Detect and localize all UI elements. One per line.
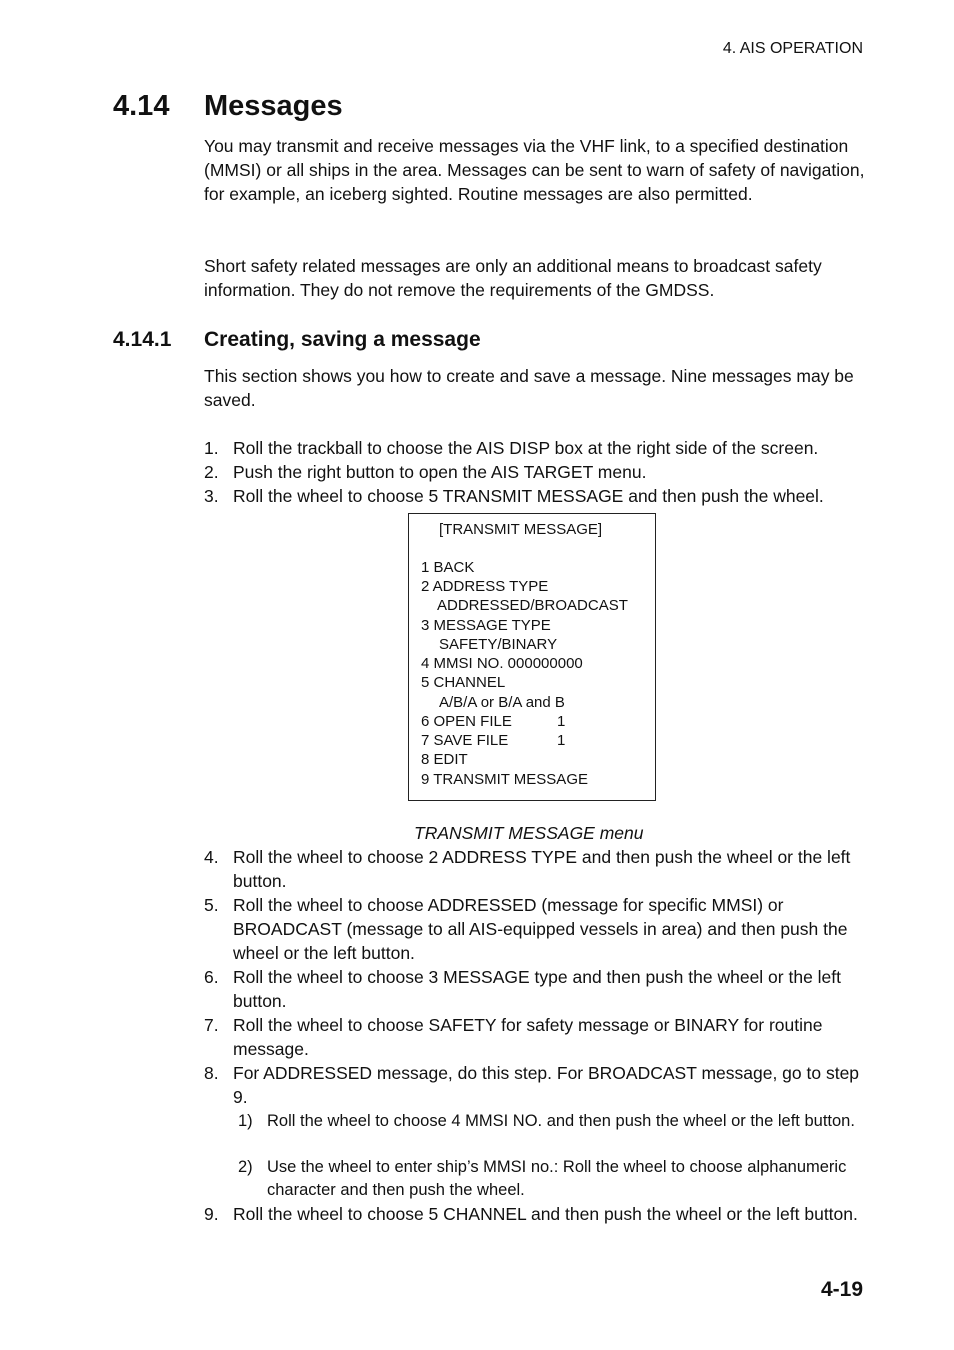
substep-number: 1) <box>238 1112 253 1130</box>
transmit-message-menu <box>408 513 656 801</box>
menu-item-open-file: 6 OPEN FILE <box>421 713 512 730</box>
step-8 <box>204 1061 869 1109</box>
subsection-number: 4.14.1 <box>113 328 172 351</box>
section-number: 4.14 <box>113 90 170 122</box>
step-number: 9. <box>204 1204 219 1224</box>
subsection-heading <box>113 328 481 352</box>
menu-item-channel: 5 CHANNEL <box>421 674 506 691</box>
menu-value-save-file: 1 <box>557 732 566 749</box>
step-number: 3. <box>204 486 219 506</box>
substep-1 <box>238 1110 858 1133</box>
step-text: Roll the wheel to choose 3 MESSAGE type and then push the wheel or the left button. <box>233 967 842 1011</box>
step-number: 4. <box>204 847 219 867</box>
menu-item-back: 1 BACK <box>421 559 475 576</box>
step-text: Roll the wheel to choose 2 ADDRESS TYPE and then push the wheel or the left button. <box>233 847 851 891</box>
step-text: Roll the trackball to choose the AIS DISP box at the right side of the screen. <box>233 438 819 458</box>
menu-title: [TRANSMIT MESSAGE] <box>439 521 603 538</box>
step-text: Roll the wheel to choose 5 TRANSMIT MESSAGE and then push the wheel. <box>233 486 824 506</box>
menu-item-mmsi-no: 4 MMSI NO. 000000000 <box>421 655 583 672</box>
substep-text: Use the wheel to enter ship’s MMSI no.: Roll the wheel to choose alphanumeric character and then push the wheel. <box>267 1158 847 1199</box>
step-text: Roll the wheel to choose SAFETY for safety message or BINARY for routine message. <box>233 1015 823 1059</box>
menu-option-message-type: SAFETY/BINARY <box>439 636 558 653</box>
step-number: 7. <box>204 1015 219 1035</box>
step-text: Push the right button to open the AIS TARGET menu. <box>233 462 647 482</box>
figure-caption: TRANSMIT MESSAGE menu <box>414 823 644 843</box>
menu-option-channel: A/B/A or B/A and B <box>439 694 565 711</box>
section-heading <box>113 90 343 123</box>
menu-item-save-file: 7 SAVE FILE <box>421 732 509 749</box>
intro-paragraph-1: You may transmit and receive messages via the VHF link, to a specified destination (MMSI) or all ships in the area. Messages can be sent to warn of safety of navigation, for example, an iceberg sighted. Routine messages are also permitted. <box>204 136 865 204</box>
step-text: Roll the wheel to choose ADDRESSED (message for specific MMSI) or BROADCAST (message to all AIS-equipped vessels in area) and then push the wheel or the left button. <box>233 895 848 963</box>
section-title: Messages <box>204 90 343 122</box>
subsection-intro: This section shows you how to create and save a message. Nine messages may be saved. <box>204 366 854 410</box>
step-text: Roll the wheel to choose 5 CHANNEL and then push the wheel or the left button. <box>233 1204 858 1224</box>
step-4 <box>204 845 869 893</box>
step-3 <box>204 484 869 508</box>
menu-item-address-type: 2 ADDRESS TYPE <box>421 578 549 595</box>
step-number: 6. <box>204 967 219 987</box>
intro-paragraph-2: Short safety related messages are only an additional means to broadcast safety information. They do not remove the requirements of the GMDSS. <box>204 256 822 300</box>
step-9 <box>204 1202 869 1226</box>
step-7 <box>204 1013 869 1061</box>
page-number: 4-19 <box>820 1278 863 1301</box>
step-number: 5. <box>204 895 219 915</box>
step-1 <box>204 436 869 460</box>
subsection-title: Creating, saving a message <box>204 328 481 351</box>
step-number: 8. <box>204 1063 219 1083</box>
running-header: 4. AIS OPERATION <box>722 40 863 57</box>
step-6 <box>204 965 869 1013</box>
menu-item-message-type: 3 MESSAGE TYPE <box>421 617 551 634</box>
step-5 <box>204 893 869 965</box>
menu-option-address-type: ADDRESSED/BROADCAST <box>437 597 628 614</box>
substep-2 <box>238 1156 858 1202</box>
menu-value-open-file: 1 <box>557 713 566 730</box>
step-number: 2. <box>204 462 219 482</box>
step-2 <box>204 460 869 484</box>
step-text: For ADDRESSED message, do this step. For BROADCAST message, go to step 9. <box>233 1063 860 1107</box>
step-number: 1. <box>204 438 219 458</box>
menu-item-edit: 8 EDIT <box>421 751 468 768</box>
substep-number: 2) <box>238 1158 253 1176</box>
menu-item-transmit-message: 9 TRANSMIT MESSAGE <box>421 771 588 788</box>
substep-text: Roll the wheel to choose 4 MMSI NO. and then push the wheel or the left button. <box>267 1112 855 1130</box>
